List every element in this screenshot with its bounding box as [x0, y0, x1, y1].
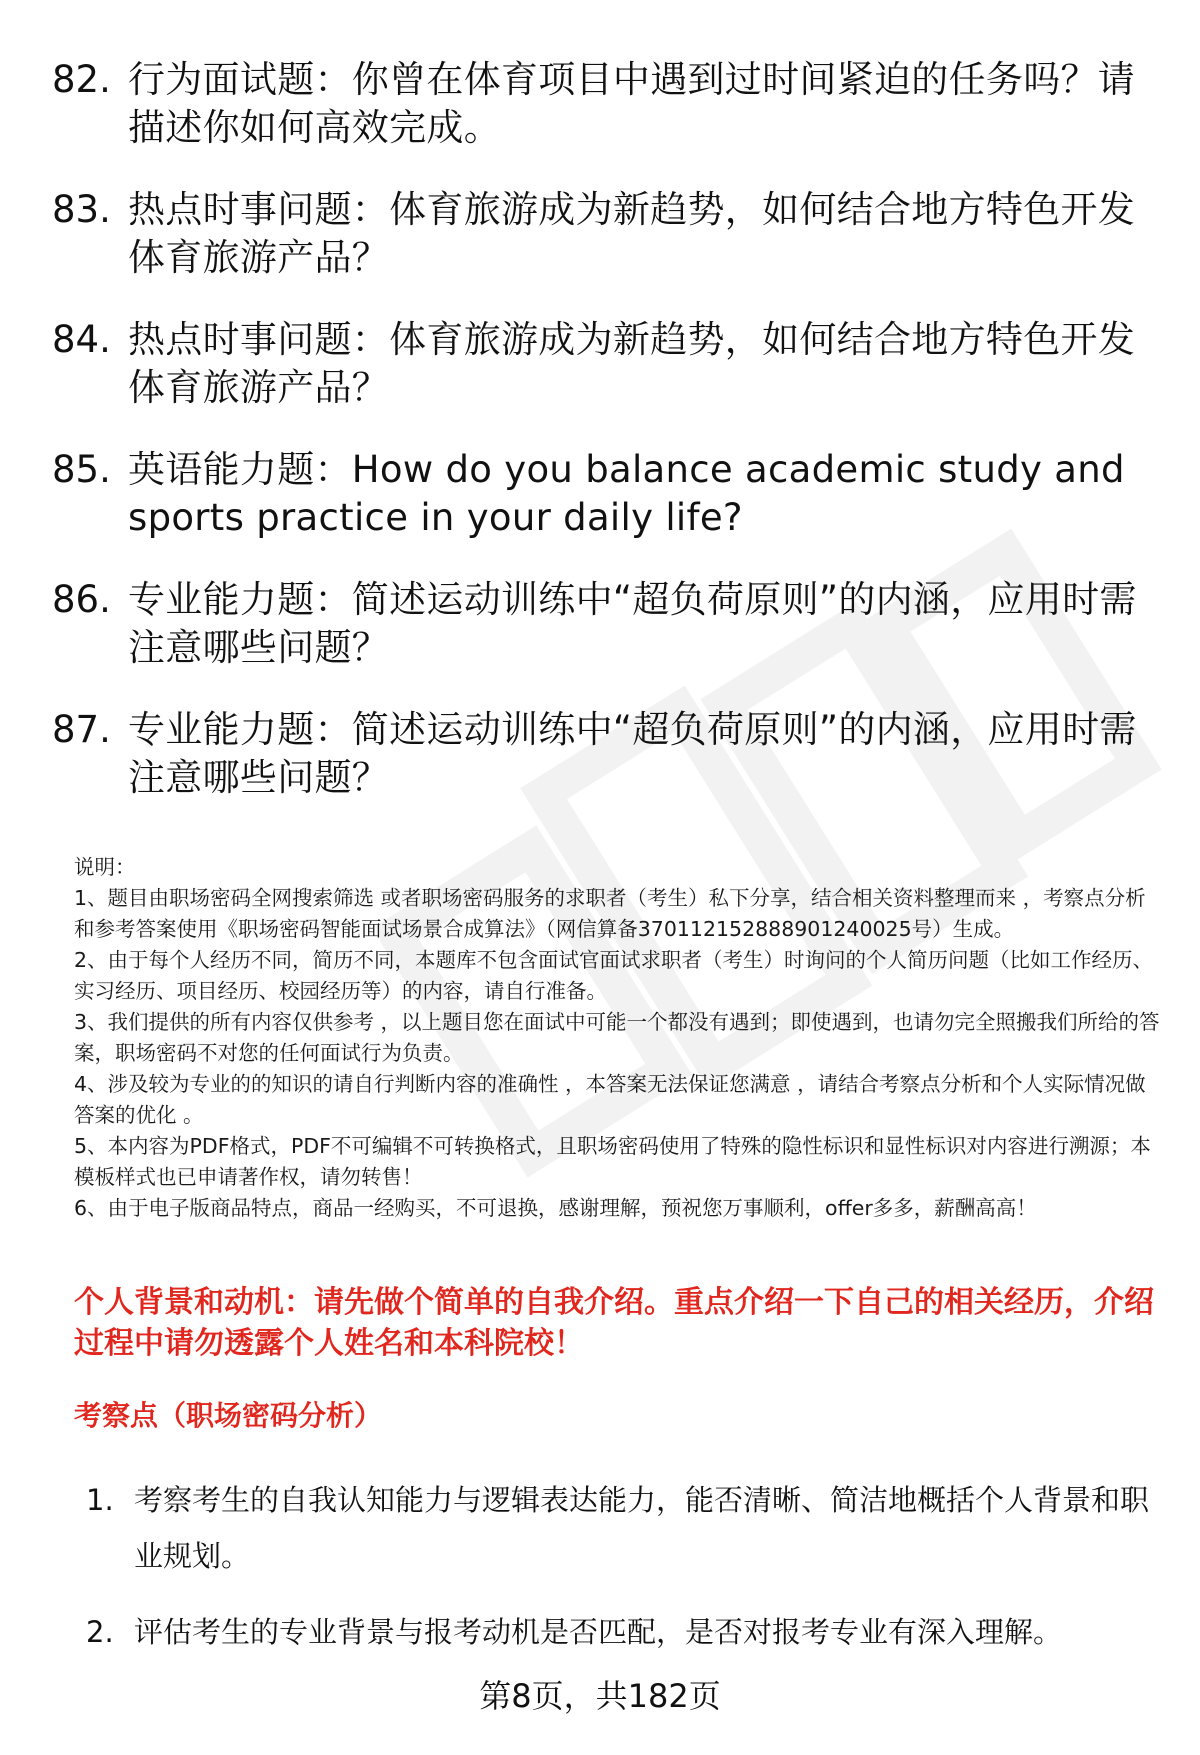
question-text: 英语能力题：How do you balance academic study and sports practice in your daily life? — [128, 448, 1125, 539]
question-number: 86. — [52, 578, 111, 621]
note-item: 3、我们提供的所有内容仅供参考 ，以上题目您在面试中可能一个都没有遇到；即使遇到，也请勿完全照搬我们所给的答案，职场密码不对您的任何面试行为负责。 — [74, 1010, 1160, 1065]
notes-heading: 说明： — [74, 855, 136, 879]
notes-section — [74, 852, 1164, 1224]
analysis-point-number: 1. — [86, 1483, 114, 1517]
question-item — [52, 56, 1152, 152]
question-item — [52, 446, 1152, 542]
question-item — [52, 706, 1152, 802]
question-number: 83. — [52, 188, 111, 231]
analysis-heading: 考察点（职场密码分析） — [74, 1399, 383, 1432]
analysis-point-number: 2. — [86, 1615, 114, 1649]
question-item — [52, 576, 1152, 672]
question-item — [52, 316, 1152, 412]
note-item: 6、由于电子版商品特点，商品一经购买，不可退换，感谢理解，预祝您万事顺利，offer多多，薪酬高高！ — [74, 1196, 1037, 1220]
note-item: 1、题目由职场密码全网搜索筛选 或者职场密码服务的求职者（考生）私下分享，结合相关资料整理而来 ，考察点分析和参考答案使用《职场密码智能面试场景合成算法》（网信算备370112152888901240025号）生成。 — [74, 886, 1146, 941]
question-number: 87. — [52, 708, 111, 751]
question-list — [52, 56, 1152, 836]
background-question: 个人背景和动机：请先做个简单的自我介绍。重点介绍一下自己的相关经历，介绍过程中请勿透露个人姓名和本科院校！ — [74, 1285, 1154, 1361]
question-number: 84. — [52, 318, 111, 361]
analysis-point — [80, 1472, 1160, 1584]
page-footer: 第8页，共182页 — [479, 1677, 721, 1715]
question-text: 专业能力题：简述运动训练中“超负荷原则”的内涵，应用时需注意哪些问题？ — [128, 708, 1137, 799]
question-text: 专业能力题：简述运动训练中“超负荷原则”的内涵，应用时需注意哪些问题？ — [128, 578, 1137, 669]
question-text: 热点时事问题：体育旅游成为新趋势，如何结合地方特色开发体育旅游产品？ — [128, 318, 1136, 409]
question-number: 85. — [52, 448, 111, 491]
question-text: 行为面试题：你曾在体育项目中遇到过时间紧迫的任务吗？请描述你如何高效完成。 — [128, 58, 1136, 149]
note-item: 4、涉及较为专业的的知识的请自行判断内容的准确性 ，本答案无法保证您满意 ，请结合考察点分析和个人实际情况做答案的优化 。 — [74, 1072, 1146, 1127]
analysis-point-text: 考察考生的自我认知能力与逻辑表达能力，能否清晰、简洁地概括个人背景和职业规划。 — [134, 1483, 1150, 1573]
analysis-point-text: 评估考生的专业背景与报考动机是否匹配，是否对报考专业有深入理解。 — [134, 1615, 1063, 1649]
question-number: 82. — [52, 58, 111, 101]
analysis-point — [80, 1604, 1160, 1660]
note-item: 2、由于每个人经历不同，简历不同，本题库不包含面试官面试求职者（考生）时询问的个人简历问题（比如工作经历、实习经历、项目经历、校园经历等）的内容，请自行准备。 — [74, 948, 1154, 1003]
analysis-points — [80, 1472, 1160, 1680]
question-item — [52, 186, 1152, 282]
question-text: 热点时事问题：体育旅游成为新趋势，如何结合地方特色开发体育旅游产品？ — [128, 188, 1136, 279]
note-item: 5、本内容为PDF格式，PDF不可编辑不可转换格式，且职场密码使用了特殊的隐性标识和显性标识对内容进行溯源；本模板样式也已申请著作权，请勿转售！ — [74, 1134, 1151, 1189]
